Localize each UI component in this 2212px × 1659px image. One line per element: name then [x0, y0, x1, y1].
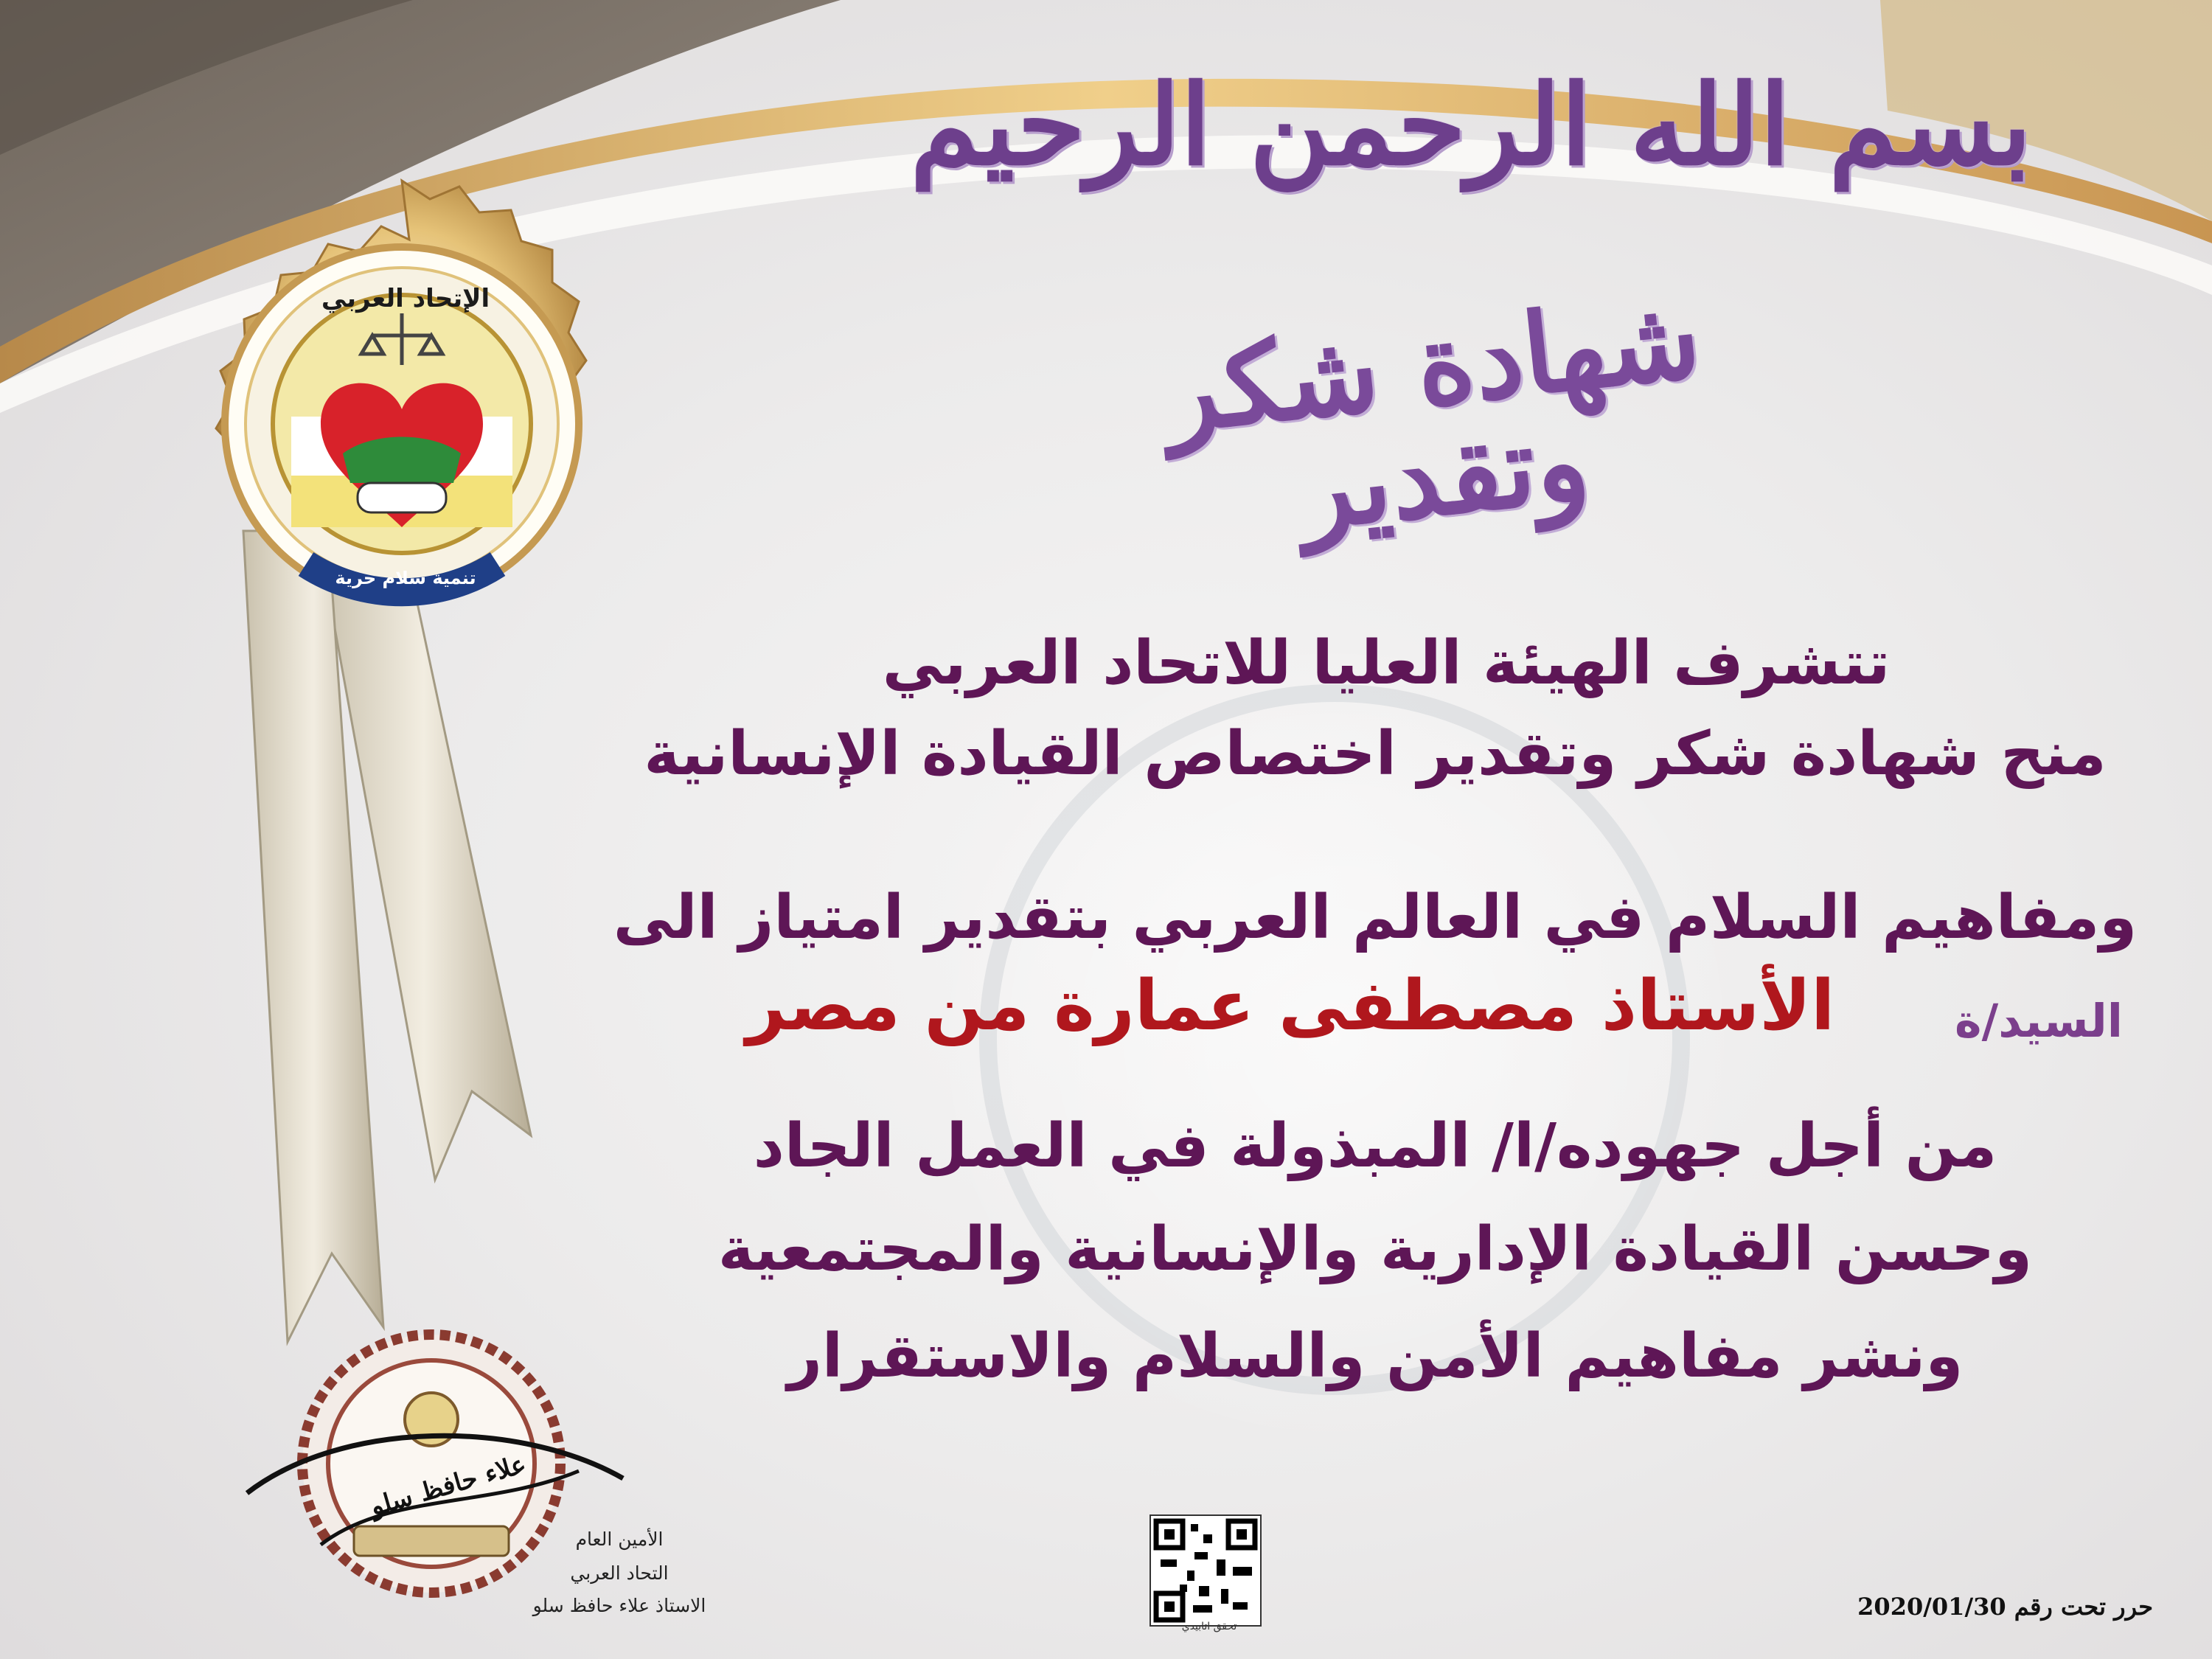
issue-date-label: حرر تحت رقم 2020/01/30: [1857, 1593, 2153, 1621]
body-line-3: ومفاهيم السلام في العالم العربي بتقدير امتياز الى: [613, 883, 2138, 953]
signatory-name: الاستاذ علاء حافظ سلو: [532, 1595, 706, 1616]
certificate-title: شهادة شكر وتقدير: [1158, 272, 1707, 555]
signatory-title: الأمين العام: [575, 1528, 664, 1550]
stamp-signature-name: علاء حافظ سلو: [366, 1449, 530, 1523]
body-line-2: منح شهادة شكر وتقدير اختصاص القيادة الإنسانية: [644, 719, 2107, 789]
body-line-1: تتشرف الهيئة العليا للاتحاد العربي: [882, 628, 1891, 698]
signatory-organization: التحاد العربي: [570, 1562, 669, 1584]
body-line-5: وحسن القيادة الإدارية والإنسانية والمجتمعية: [717, 1214, 2033, 1284]
basmala-header: بسم الله الرحمن الرحيم: [910, 60, 2032, 190]
seal-top-text: الإتحاد العربي: [321, 284, 490, 313]
qr-code: [1150, 1515, 1261, 1626]
seal-bottom-text: تنمية سلام حرية: [335, 568, 476, 588]
body-line-4: من أجل جهوده/ا/ المبذولة في العمل الجاد: [753, 1111, 1997, 1181]
qr-caption: تحقق اتابيدي: [1181, 1621, 1237, 1632]
honoree-prefix: السيد/ة: [1955, 994, 2123, 1048]
honoree-name: الأستاذ مصطفى عمارة من مصر: [745, 966, 1835, 1046]
body-line-6: ونشر مفاهيم الأمن والسلام والاستقرار: [787, 1321, 1964, 1391]
